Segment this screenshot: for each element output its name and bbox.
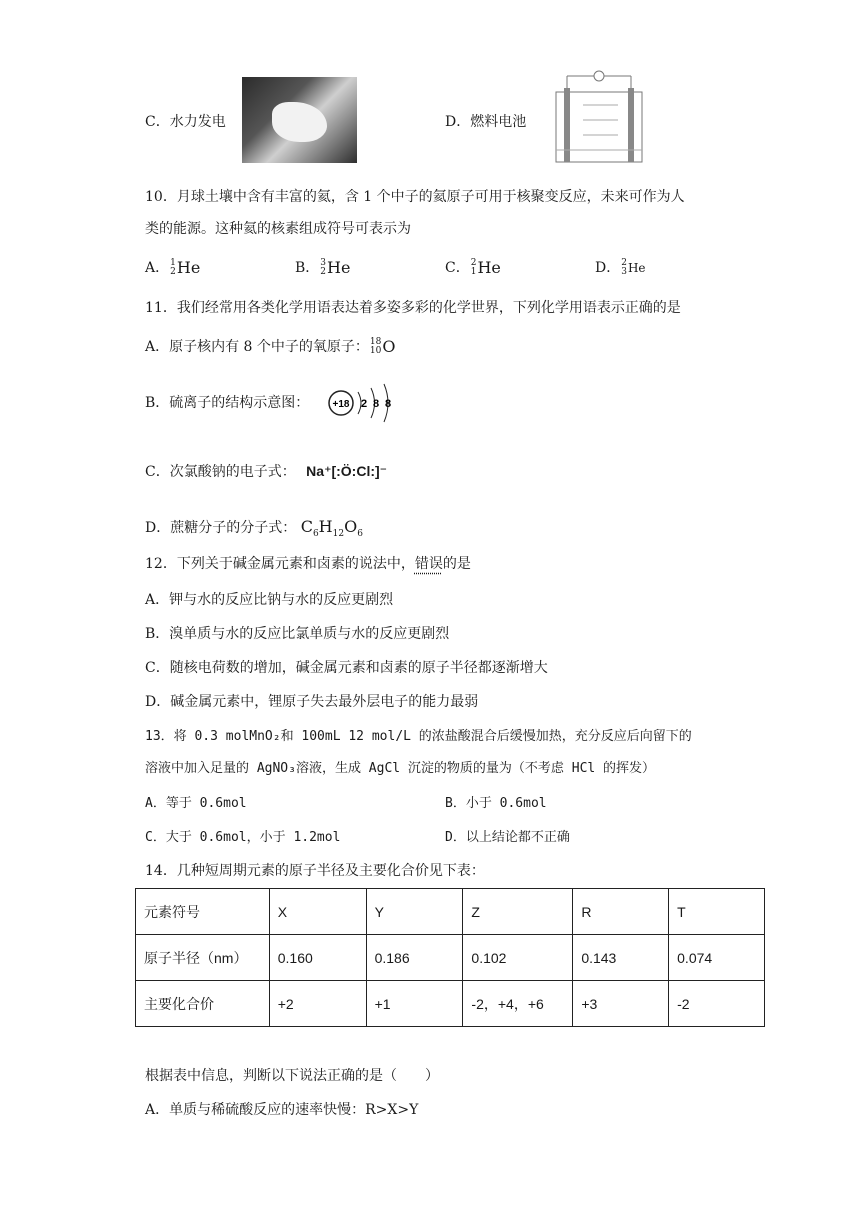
table-cell: 0.143 [573, 935, 669, 981]
mass-number: 2 [621, 258, 627, 268]
element-symbol: He [327, 258, 351, 277]
table-cell: X [269, 889, 366, 935]
table-row [136, 981, 765, 1027]
atomic-number: 2 [320, 267, 327, 277]
table-cell: Z [463, 889, 573, 935]
option-label: D． [595, 260, 621, 276]
table-cell: +2 [269, 981, 366, 1027]
table-cell: T [669, 889, 765, 935]
q13-option-c: C．大于 0.6mol，小于 1.2mol [145, 830, 341, 845]
isotope-numbers [170, 259, 176, 277]
q10-stem-line1: 10．月球土壤中含有丰富的氦，含 1 个中子的氦原子可用于核聚变反应，未来可作为人 [145, 189, 685, 205]
mass-number: 18 [369, 337, 382, 347]
q9-option-d: D．燃料电池 [445, 114, 527, 130]
q9-option-c: C．水力发电 [145, 114, 226, 130]
element-symbol: He [477, 258, 501, 277]
stem-text: 12．下列关于碱金属元素和卤素的说法中， [145, 556, 415, 572]
table-cell: 元素符号 [136, 889, 270, 935]
shell-2-electrons: 8 [373, 398, 380, 410]
table-cell: Y [366, 889, 463, 935]
q11-option-c [145, 461, 387, 482]
atomic-number: 10 [369, 346, 382, 356]
element-symbol: O [382, 337, 396, 356]
element-symbol: He [176, 258, 201, 277]
q12-stem [145, 554, 471, 574]
option-text: D．蔗糖分子的分子式： [145, 520, 297, 536]
mass-number: 2 [470, 258, 477, 268]
nucleus-charge: +18 [332, 399, 350, 410]
q12-option-c: C．随核电荷数的增加，碱金属元素和卤素的原子半径都逐渐增大 [145, 660, 548, 676]
option-text: A．原子核内有 8 个中子的氧原子： [145, 339, 369, 355]
molecular-formula: $C_6H_{12}O_6$ [300, 517, 363, 540]
q14-question: 根据表中信息，判断以下说法正确的是（ ） [145, 1068, 439, 1084]
table-cell: 0.074 [669, 935, 765, 981]
q14-option-a: A．单质与稀硫酸反应的速率快慢：R>X>Y [145, 1102, 419, 1118]
emphasis-text: 错误 [414, 556, 443, 572]
q13-option-b: B．小于 0.6mol [445, 796, 547, 811]
q10-option-a [145, 258, 200, 278]
table-cell: 主要化合价 [136, 981, 270, 1027]
option-text: C．次氯酸钠的电子式： [145, 464, 296, 480]
table-cell: -2，+4，+6 [463, 981, 573, 1027]
isotope-numbers [370, 338, 381, 356]
table-cell: R [573, 889, 669, 935]
isotope-numbers [471, 259, 477, 277]
stem-text: 的是 [442, 556, 471, 572]
option-label: A． [145, 260, 170, 276]
table-cell: 0.186 [366, 935, 463, 981]
mass-number: 1 [170, 258, 176, 268]
isotope-numbers [320, 259, 326, 277]
isotope-numbers [621, 259, 627, 277]
q11-stem: 11．我们经常用各类化学用语表达着多姿多彩的化学世界，下列化学用语表示正确的是 [145, 300, 681, 316]
table-cell: +1 [366, 981, 463, 1027]
atomic-number: 2 [170, 267, 176, 277]
table-cell: 原子半径（nm） [136, 935, 270, 981]
q12-option-d: D．碱金属元素中，锂原子失去最外层电子的能力最弱 [145, 694, 479, 710]
hydropower-image [242, 77, 357, 163]
q13-option-d: D．以上结论都不正确 [445, 830, 570, 845]
table-cell: 0.102 [463, 935, 573, 981]
element-table [135, 888, 765, 1027]
mass-number: 3 [320, 258, 327, 268]
electron-formula: Na⁺[:Ö:Cl:]⁻ [306, 463, 388, 479]
q10-stem-line2: 类的能源。这种氦的核素组成符号可表示为 [145, 221, 411, 237]
table-cell: 0.160 [269, 935, 366, 981]
table-cell: -2 [669, 981, 765, 1027]
table-cell: +3 [573, 981, 669, 1027]
q12-option-a: A．钾与水的反应比钠与水的反应更剧烈 [145, 592, 394, 608]
element-symbol: He [627, 261, 646, 275]
sulfur-ion-structure-diagram [326, 380, 396, 426]
q10-option-b [295, 258, 350, 278]
q13-option-a: A．等于 0.6mol [145, 796, 247, 811]
q12-option-b: B．溴单质与水的反应比氯单质与水的反应更剧烈 [145, 626, 450, 642]
table-row [136, 889, 765, 935]
q11-option-a [145, 337, 396, 357]
q14-stem: 14．几种短周期元素的原子半径及主要化合价见下表： [145, 863, 485, 879]
shell-3-electrons: 8 [385, 398, 392, 410]
q10-option-c [445, 258, 501, 278]
q10-option-d [595, 258, 646, 278]
shell-1-electrons: 2 [361, 398, 368, 410]
q11-option-d [145, 517, 363, 544]
atomic-number: 1 [470, 267, 477, 277]
atomic-number: 3 [621, 267, 627, 277]
q11-option-b: B．硫离子的结构示意图： [145, 395, 310, 411]
option-label: C． [445, 260, 470, 276]
option-label: B． [295, 260, 320, 276]
table-row [136, 935, 765, 981]
fuel-cell-diagram [538, 70, 658, 170]
q13-stem-line2: 溶液中加入足量的 AgNO₃溶液，生成 AgCl 沉淀的物质的量为（不考虑 HCl 的挥发） [145, 761, 656, 776]
q13-stem-line1: 13．将 0.3 molMnO₂和 100mL 12 mol/L 的浓盐酸混合后缓慢加热，充分反应后向留下的 [145, 729, 692, 744]
